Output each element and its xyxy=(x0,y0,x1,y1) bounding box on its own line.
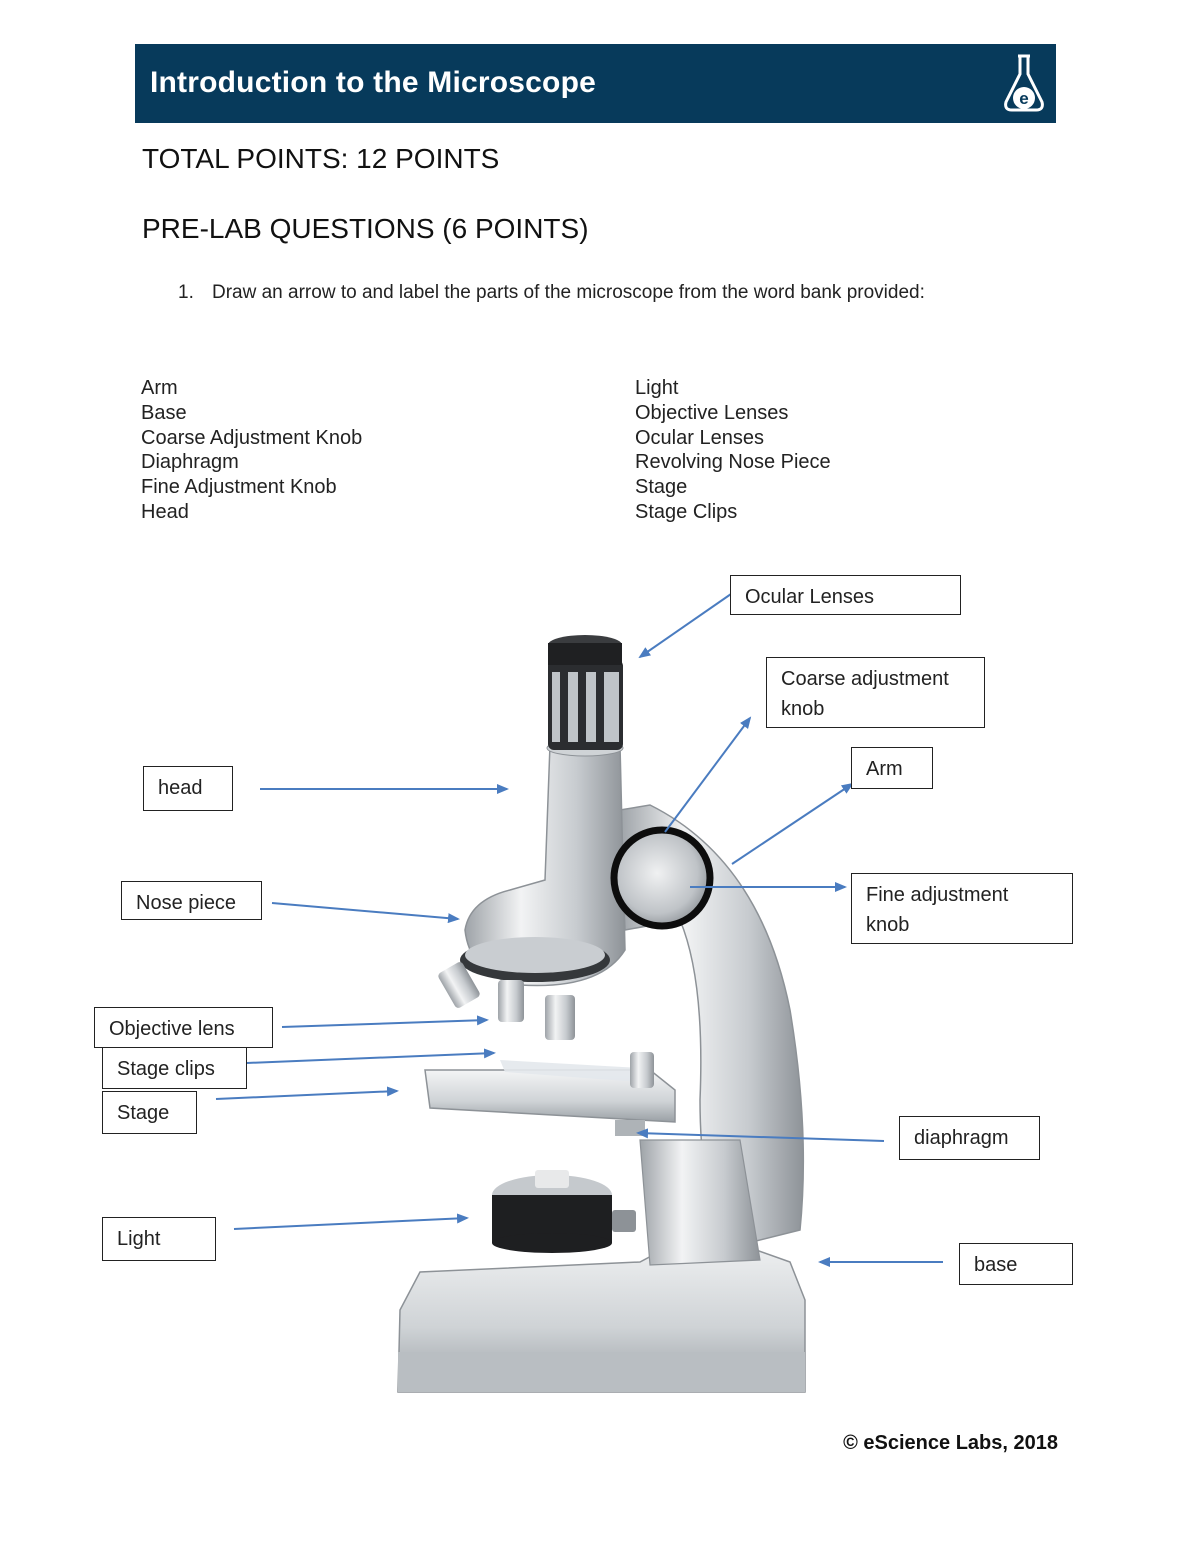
word-bank-item: Ocular Lenses xyxy=(635,426,764,449)
label-coarse-adjustment-knob xyxy=(766,657,985,728)
label-text: Stage clips xyxy=(117,1058,215,1080)
label-text: Light xyxy=(117,1228,161,1250)
word-bank-item: Stage Clips xyxy=(635,500,738,523)
word-bank-item: Base xyxy=(141,401,187,424)
label-stage-clips xyxy=(102,1047,247,1089)
word-bank-item: Diaphragm xyxy=(141,451,239,474)
arrow-ocular xyxy=(640,594,731,657)
arrow-arm xyxy=(732,784,852,864)
label-text: base xyxy=(974,1254,1018,1276)
label-diaphragm xyxy=(899,1116,1040,1160)
label-text: Ocular Lenses xyxy=(745,586,874,608)
label-text: Arm xyxy=(866,758,903,780)
total-points-heading: TOTAL POINTS: 12 POINTS xyxy=(142,143,500,174)
word-bank-item: Fine Adjustment Knob xyxy=(141,476,337,499)
label-arm xyxy=(851,747,933,789)
arrow-stage xyxy=(216,1091,397,1099)
label-nose-piece xyxy=(121,881,262,920)
svg-text:e: e xyxy=(1019,89,1029,108)
arrow-objective xyxy=(282,1020,487,1027)
label-text: diaphragm xyxy=(914,1127,1009,1149)
word-bank-item: Stage xyxy=(635,476,688,499)
label-text: Objective lens xyxy=(109,1018,235,1040)
prelab-heading: PRE-LAB QUESTIONS (6 POINTS) xyxy=(142,213,589,244)
objective-lenses xyxy=(437,937,610,1040)
arrow-light xyxy=(234,1218,467,1229)
document-title: Introduction to the Microscope xyxy=(150,66,596,99)
question-number: 1. xyxy=(178,282,194,303)
word-bank-item: Revolving Nose Piece xyxy=(635,451,831,474)
label-text: Fine adjustment xyxy=(866,884,1009,906)
label-fine-adjustment-knob xyxy=(851,873,1073,944)
copyright-footer: © eScience Labs, 2018 xyxy=(843,1432,1058,1454)
label-light xyxy=(102,1217,216,1261)
word-bank-item: Arm xyxy=(141,377,178,399)
microscope-light xyxy=(492,1170,636,1253)
label-text: Coarse adjustment xyxy=(781,668,949,690)
question-text: Draw an arrow to and label the parts of the microscope from the word bank provided: xyxy=(212,282,925,303)
label-base xyxy=(959,1243,1073,1285)
label-text: Nose piece xyxy=(136,892,237,914)
label-objective-lens xyxy=(94,1007,273,1048)
focus-knob xyxy=(614,830,710,926)
label-text: Stage xyxy=(117,1102,170,1124)
word-bank-item: Objective Lenses xyxy=(635,401,789,424)
ocular-lens xyxy=(548,635,623,750)
label-head xyxy=(143,766,233,811)
microscope-stage xyxy=(425,1052,675,1136)
label-text: knob xyxy=(781,698,825,720)
word-bank-item: Coarse Adjustment Knob xyxy=(141,426,363,449)
arrow-nose xyxy=(272,903,458,919)
word-bank-item: Head xyxy=(141,500,189,523)
label-text: knob xyxy=(866,914,910,936)
arrow-stage-clips xyxy=(247,1053,494,1063)
word-bank-item: Light xyxy=(635,377,679,399)
arrow-coarse xyxy=(665,718,750,832)
label-stage xyxy=(102,1091,197,1134)
label-ocular-lenses xyxy=(730,575,961,615)
label-text: head xyxy=(158,777,203,799)
